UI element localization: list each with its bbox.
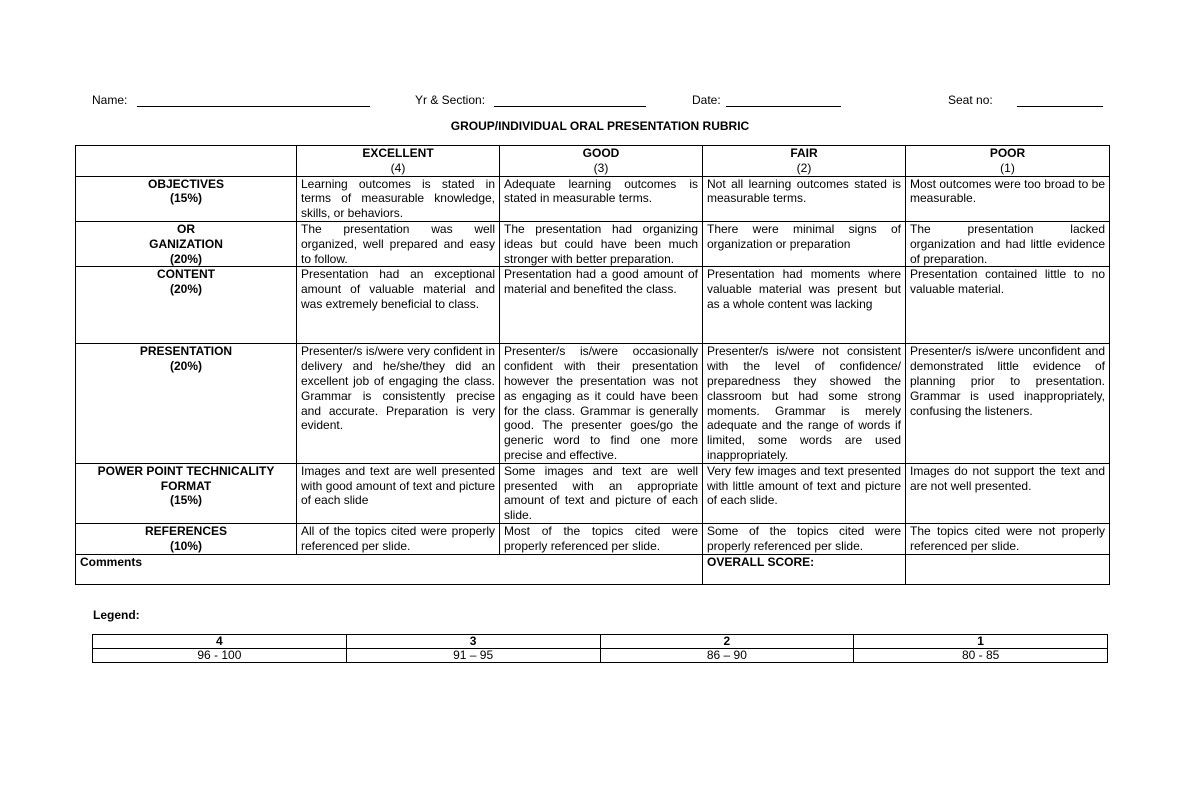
comments-cell[interactable]: Comments (76, 554, 703, 584)
criterion-presentation: PRESENTATION (20%) (76, 344, 297, 463)
level-header-excellent: EXCELLENT (4) (297, 146, 500, 177)
references-good: Most of the topics cited were properly referenced per slide. (500, 523, 703, 554)
level-header-good: GOOD (3) (500, 146, 703, 177)
overall-score-field[interactable] (906, 554, 1110, 584)
legend-score: 3 (346, 635, 600, 649)
presentation-poor: Presenter/s is/were unconfident and demonstrated little evidence of planning prior to presentation. Grammar is used inappropriately, confusing the listeners. (906, 344, 1110, 463)
overall-score-label: OVERALL SCORE: (703, 554, 906, 584)
content-excellent: Presentation had an exceptional amount of valuable material and was extremely beneficial to class. (297, 267, 500, 344)
date-blank[interactable] (726, 106, 841, 107)
criterion-objectives: OBJECTIVES (15%) (76, 176, 297, 221)
legend-label: Legend: (93, 608, 140, 622)
rubric-table (75, 145, 1110, 585)
objectives-good: Adequate learning outcomes is stated in measurable terms. (500, 176, 703, 221)
content-good: Presentation had a good amount of material and benefited the class. (500, 267, 703, 344)
objectives-fair: Not all learning outcomes stated is measurable terms. (703, 176, 906, 221)
level-header-poor: POOR (1) (906, 146, 1110, 177)
organization-fair: There were minimal signs of organization or preparation (703, 221, 906, 266)
presentation-fair: Presenter/s is/were not consistent with the level of confidence/ preparedness they showed the classroom but had some strong moments. Grammar is merely adequate and the range of words if limited, some words are used inappropriately. (703, 344, 906, 463)
presentation-excellent: Presenter/s is/were very confident in delivery and he/she/they did an excellent job of engaging the class. Grammar is consistently precise and accurate. Preparation is very evident. (297, 344, 500, 463)
criterion-content: CONTENT (20%) (76, 267, 297, 344)
organization-poor: The presentation lacked organization and had little evidence of preparation. (906, 221, 1110, 266)
criterion-organization: OR GANIZATION (20%) (76, 221, 297, 266)
student-info-header (0, 93, 1200, 109)
criterion-row-objectives (76, 176, 1110, 221)
level-header-fair: FAIR (2) (703, 146, 906, 177)
legend-range: 86 – 90 (600, 649, 854, 663)
legend-range-row (93, 649, 1108, 663)
rubric-header-row (76, 146, 1110, 177)
criterion-powerpoint: POWER POINT TECHNICALITY FORMAT (15%) (76, 463, 297, 523)
powerpoint-poor: Images do not support the text and are not well presented. (906, 463, 1110, 523)
criterion-references: REFERENCES (10%) (76, 523, 297, 554)
legend-range: 91 – 95 (346, 649, 600, 663)
section-blank[interactable] (494, 106, 646, 107)
seat-blank[interactable] (1017, 106, 1103, 107)
references-poor: The topics cited were not properly referenced per slide. (906, 523, 1110, 554)
objectives-excellent: Learning outcomes is stated in terms of measurable knowledge, skills, or behaviors. (297, 176, 500, 221)
powerpoint-good: Some images and text are well presented with an appropriate amount of text and picture of each slide. (500, 463, 703, 523)
blank-header-cell (76, 146, 297, 177)
organization-good: The presentation had organizing ideas but could have been much stronger with better preparation. (500, 221, 703, 266)
presentation-good: Presenter/s is/were occasionally confident with their presentation however the presentation was not as engaging as it could have been for the class. Grammar is generally good. The presenter goes/go the generic word to find one more precise and effective. (500, 344, 703, 463)
organization-excellent: The presentation was well organized, well prepared and easy to follow. (297, 221, 500, 266)
legend-range: 80 - 85 (854, 649, 1108, 663)
legend-range: 96 - 100 (93, 649, 347, 663)
content-poor: Presentation contained little to no valuable material. (906, 267, 1110, 344)
legend-table (92, 634, 1108, 663)
powerpoint-fair: Very few images and text presented with little amount of text and picture of each slide. (703, 463, 906, 523)
page-title: GROUP/INDIVIDUAL ORAL PRESENTATION RUBRIC (450, 119, 750, 133)
name-blank[interactable] (137, 106, 370, 107)
criterion-row-organization (76, 221, 1110, 266)
criterion-row-references (76, 523, 1110, 554)
criterion-row-powerpoint (76, 463, 1110, 523)
references-fair: Some of the topics cited were properly referenced per slide. (703, 523, 906, 554)
criterion-row-content (76, 267, 1110, 344)
section-label: Yr & Section: (415, 93, 486, 107)
legend-score-row (93, 635, 1108, 649)
seat-label: Seat no: (948, 93, 993, 107)
date-label: Date: (692, 93, 721, 107)
legend-score: 2 (600, 635, 854, 649)
references-excellent: All of the topics cited were properly referenced per slide. (297, 523, 500, 554)
powerpoint-excellent: Images and text are well presented with good amount of text and picture of each slide (297, 463, 500, 523)
footer-row (76, 554, 1110, 584)
content-fair: Presentation had moments where valuable material was present but as a whole content was lacking (703, 267, 906, 344)
criterion-row-presentation (76, 344, 1110, 463)
legend-score: 4 (93, 635, 347, 649)
legend-score: 1 (854, 635, 1108, 649)
objectives-poor: Most outcomes were too broad to be measurable. (906, 176, 1110, 221)
name-label: Name: (92, 93, 128, 107)
